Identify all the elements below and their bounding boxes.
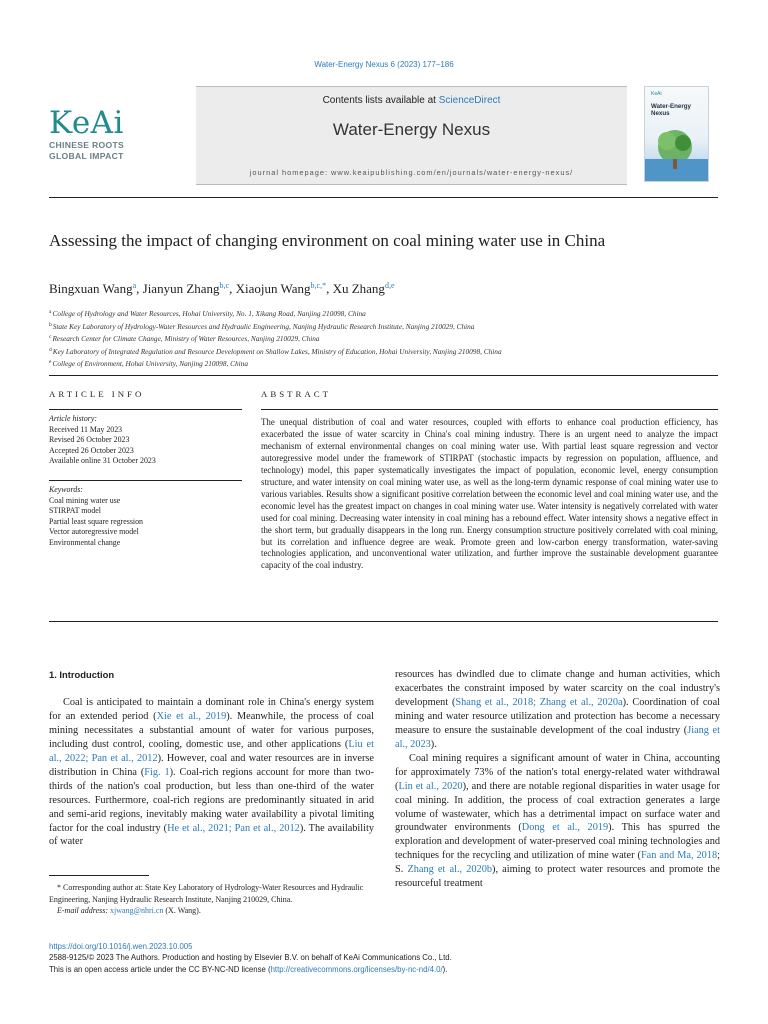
article-title: Assessing the impact of changing environment on coal mining water use in China — [49, 231, 606, 250]
paragraph — [395, 752, 720, 892]
header-rule — [49, 197, 718, 198]
footnote-email-line — [49, 905, 374, 917]
citation-link[interactable]: Jiang et al., — [395, 724, 720, 750]
heading-spacer — [49, 682, 374, 696]
text-run: ). However, coal and water resources are in inverse distribution in China ( — [49, 752, 374, 778]
author-affil-marker[interactable]: b,c,* — [310, 281, 327, 290]
article-info-heading: ARTICLE INFO — [49, 389, 145, 399]
text-run: resources has dwindled due to climate change and human activities, which exacerbates the constraint imposed by water scarcity on the coal industry's development ( — [395, 669, 720, 708]
affiliation-text: State Key Laboratory of Hydrology-Water Resources and Hydraulic Engineering, Nanjing Hydraulic Research Institute, Nanjing 210029, China — [52, 321, 475, 331]
citation-link[interactable]: Dong et al., 2019 — [521, 822, 609, 834]
journal-name: Water-Energy Nexus — [332, 120, 491, 139]
journal-homepage[interactable]: journal homepage: www.keaipublishing.com/en/journals/water-energy-nexus/ — [249, 168, 574, 177]
body-right-column — [395, 668, 720, 891]
text-run: ). The availability of water — [49, 822, 375, 848]
history-accepted: Accepted 26 October 2023 — [49, 445, 134, 455]
author-name[interactable]: Bingxuan Wang — [49, 281, 133, 296]
affiliation-key: b — [49, 321, 52, 328]
keyword: Environmental change — [49, 537, 121, 547]
email-suffix: (X. Wang). — [163, 906, 201, 915]
history-received: Received 11 May 2023 — [49, 424, 123, 434]
front-matter-rule — [49, 375, 718, 376]
citation-link[interactable]: Xie et al., 2019 — [156, 710, 227, 722]
cover-illustration — [645, 117, 708, 182]
article-history — [49, 414, 242, 467]
contents-prefix: Contents lists available at — [322, 95, 439, 106]
affiliation-key: a — [49, 309, 52, 315]
author-name[interactable]: Xiaojun Wang — [235, 281, 311, 296]
journal-header-box — [196, 86, 627, 185]
citation-link[interactable]: Lin et al., 2020 — [398, 780, 463, 792]
author-name[interactable]: Xu Zhang — [332, 281, 385, 296]
citation-link[interactable]: Liu et al., 2022; Pan et al., 2012 — [49, 738, 374, 764]
author-list: Bingxuan Wang$^a$, Jianyun Zhang$^{b,c}$, Xiaojun Wang$^{b,c,*}$, Xu Zhang$^{d,e}$ — [49, 281, 395, 296]
keyword: Partial least square regression — [49, 516, 143, 526]
doi-link[interactable]: https://doi.org/10.1016/j.wen.2023.10.005 — [49, 942, 193, 951]
text-run: ). Coordination of coal mining and water resource utilization and protection has become a necessary measure to ensure the sustainable development of the coal industry ( — [395, 696, 720, 736]
affiliation — [49, 320, 729, 333]
figure-link[interactable]: Fig. 1 — [144, 766, 170, 778]
email-label: E-mail address: — [57, 906, 111, 915]
text-run: Coal mining requires a significant amount of water in China, accounting for approximately 73% of the nation's total energy-related water withdrawal ( — [395, 752, 720, 792]
keyword: Coal mining water use — [49, 495, 121, 505]
abstract-rule — [261, 409, 718, 410]
author-name[interactable]: Jianyun Zhang — [142, 281, 220, 296]
author-affil-marker[interactable]: d,e — [384, 281, 395, 290]
logo-wordmark: KeAi — [49, 105, 124, 141]
citation-link[interactable]: He et al., 2021; Pan et al., 2012 — [167, 822, 300, 834]
history-keywords-rule — [49, 480, 242, 481]
text-run: ). Meanwhile, the process of coal mining necessitates a substantial amount of water for various purposes, including dust control, cooling, domestic use, and other applications ( — [49, 710, 374, 750]
affiliation — [49, 345, 729, 358]
affiliation-text: Key Laboratory of Integrated Regulation and Resource Development on Shallow Lakes, Ministry of Education, Hohai University, Nanjing 210098, China — [52, 346, 502, 356]
affiliation — [49, 357, 729, 370]
bottom-matter — [49, 941, 729, 975]
paragraph — [395, 668, 720, 752]
affiliation-text: Research Center for Climate Change, Ministry of Water Resources, Nanjing 210029, China — [52, 334, 320, 344]
contents-line — [196, 95, 627, 106]
history-online: Available online 31 October 2023 — [49, 456, 156, 466]
cover-publisher: KeAi — [651, 91, 662, 97]
affiliation-key: c — [49, 334, 52, 341]
history-revised: Revised 26 October 2023 — [49, 435, 130, 445]
copyright-line: 2588-9125/© 2023 The Authors. Production and hosting by Elsevier B.V. on behalf of KeAi Communications Co., Ltd. — [49, 953, 452, 963]
keyword: STIRPAT model — [49, 506, 101, 516]
corresponding-author-footnote — [49, 882, 374, 917]
history-label: Article history: — [49, 414, 97, 423]
text-run: ). Coal-rich regions account for more than two-thirds of the nation's coal production, but less than one-third of the water resources. Furthermore, coal-rich regions are predominantly situated in arid and semi-arid regions, inevitably making water availability a pivotal limiting factor for the coal industry ( — [49, 766, 374, 834]
running-head[interactable]: Water-Energy Nexus 6 (2023) 177–186 — [314, 60, 454, 69]
affiliation-key: d — [49, 346, 52, 353]
text-run: ), and there are notable regional disparities in water usage for coal mining. In addition, the process of coal extraction generates a large volume of wastewater, which has a detrimental impact on surface water and groundwater environments ( — [395, 780, 720, 834]
publisher-logo[interactable] — [49, 106, 139, 161]
footnote-text: * Corresponding author at: State Key Laboratory of Hydrology-Water Resources and Hydraulic Engineering, Nanjing Hydraulic Research Institute, Nanjing 210029, China. — [49, 883, 364, 904]
license-suffix: ). — [442, 964, 448, 974]
affiliation-text: College of Hydrology and Water Resources, Hohai University, No. 1, Xikang Road, Nanjing 210098, China — [52, 309, 366, 318]
license-link[interactable]: http://creativecommons.org/licenses/by-nc-nd/4.0/ — [270, 964, 443, 974]
journal-cover[interactable] — [644, 86, 709, 182]
citation-link[interactable]: 2023 — [410, 738, 431, 750]
body-left-column — [49, 668, 374, 849]
footnote-rule — [49, 875, 149, 876]
body-rule — [49, 621, 718, 622]
abstract-heading: ABSTRACT — [261, 389, 331, 399]
logo-tagline-2: GLOBAL IMPACT — [49, 150, 124, 161]
sciencedirect-link[interactable]: ScienceDirect — [438, 95, 501, 106]
cover-title-line-1: Water-Energy — [651, 103, 691, 110]
license-line — [49, 964, 729, 975]
text-run: ), aiming to protect water resources and promote the resourceful treatment — [395, 864, 720, 890]
affiliation-text: College of Environment, Hohai University, Nanjing 210098, China — [52, 359, 248, 369]
abstract-text: The unequal distribution of coal and water resources, coupled with efforts to enhance coal production efficiency, has exacerbated the issue of water scarcity in China's coal mining industry. There is an urgent need to analyze the impact mechanism of external environmental changes on coal mining water use. With partial least square regression and vector autoregressive model under the framework of STIRPAT (stochastic impacts by regression on population, affluence, and technology) model, this paper systematically investigates the impact of population, economic level, energy consumption structure, and water intensity on coal mining water use, as well as the long-term dynamic response of coal mining water use to various variables. Results show a significant positive correlation between the economic level and coal mining water use, and the economic level has the greatest impact on changes in coal mining water use. Water intensity is negatively correlated with water used for coal mining. Decreasing water intensity in coal mining has a rebound effect. Water intensity shows a negative effect in the short term, but gradually disappears in the long run. Energy consumption structure positively correlated with coal mining, but its correlation and influence degree are weak. Promote green and low-carbon energy transformation, water-saving technologies application, and unconventional water utilization, and further improve the sustainable development guarantee capacity of the coal industry. — [261, 417, 718, 571]
cover-title — [651, 103, 691, 117]
section-heading: 1. Introduction — [49, 669, 115, 680]
license-prefix: This is an open access article under the CC BY-NC-ND license ( — [49, 964, 271, 974]
author-affil-marker[interactable]: a — [132, 281, 137, 290]
keywords — [49, 485, 242, 549]
affiliations — [49, 307, 729, 370]
author-affil-marker[interactable]: b,c — [219, 281, 230, 290]
citation-link[interactable]: Zhang et al., 2020b — [407, 864, 493, 876]
email-link[interactable]: xjwang@nhri.cn — [110, 906, 164, 915]
keyword: Vector autoregressive model — [49, 527, 139, 537]
affiliation-key: e — [49, 359, 52, 366]
affiliation — [49, 307, 729, 320]
cover-title-line-2: Nexus — [651, 110, 670, 117]
text-run: Coal is anticipated to maintain a dominant role in China's energy system for an extended period ( — [49, 696, 374, 722]
paragraph — [49, 696, 374, 849]
article-info-rule — [49, 409, 242, 410]
text-run: ; S. — [395, 850, 720, 876]
keywords-label: Keywords: — [49, 485, 83, 494]
citation-link[interactable]: Fan and Ma, 2018 — [640, 850, 718, 862]
logo-tagline-1: CHINESE ROOTS — [49, 140, 125, 150]
affiliation — [49, 332, 729, 345]
citation-link[interactable]: Shang et al., 2018; Zhang et al., 2020a — [455, 696, 623, 708]
text-run: ). — [430, 738, 437, 750]
text-run: ). This has spurred the exploration and development of water-preserved coal mining technologies and techniques for the recycling and utilization of mine water ( — [395, 822, 720, 862]
